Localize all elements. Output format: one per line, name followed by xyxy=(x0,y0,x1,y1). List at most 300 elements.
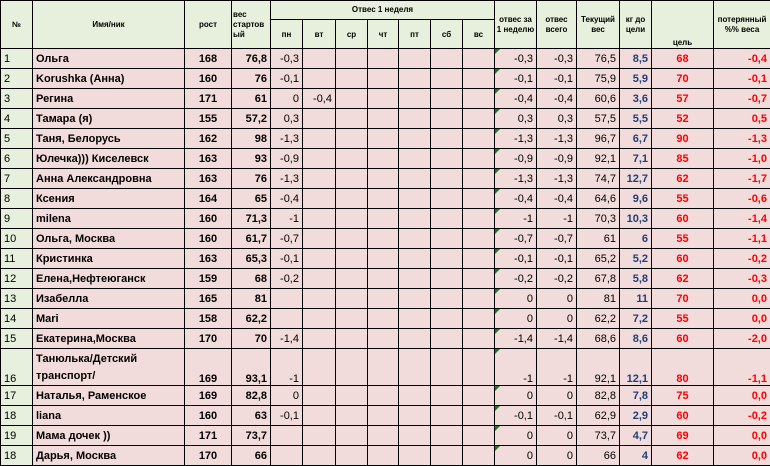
col-header-day[interactable]: сб xyxy=(431,20,463,49)
day-loss-cell[interactable] xyxy=(463,89,495,109)
day-loss-cell[interactable] xyxy=(368,386,399,406)
day-loss-cell[interactable]: 0 xyxy=(271,386,303,406)
row-number[interactable]: 3 xyxy=(1,89,33,109)
total-loss-cell[interactable]: -0,1 xyxy=(537,69,577,89)
kg-to-goal-cell[interactable]: 7,8 xyxy=(620,386,652,406)
day-loss-cell[interactable] xyxy=(463,149,495,169)
day-loss-cell[interactable] xyxy=(399,189,431,209)
day-loss-cell[interactable] xyxy=(336,169,368,189)
day-loss-cell[interactable] xyxy=(336,129,368,149)
day-loss-cell[interactable] xyxy=(399,69,431,89)
height-cell[interactable]: 170 xyxy=(185,329,232,349)
col-header-week-loss[interactable]: отвес за 1 неделю xyxy=(495,1,537,49)
day-loss-cell[interactable] xyxy=(463,349,495,386)
goal-cell[interactable]: 55 xyxy=(652,189,714,209)
lost-percent-cell[interactable]: 0,0 xyxy=(714,386,770,406)
day-loss-cell[interactable] xyxy=(431,349,463,386)
row-number[interactable]: 5 xyxy=(1,129,33,149)
start-weight-cell[interactable]: 76 xyxy=(232,169,271,189)
kg-to-goal-cell[interactable]: 7,1 xyxy=(620,149,652,169)
day-loss-cell[interactable] xyxy=(303,169,336,189)
lost-percent-cell[interactable]: -1,0 xyxy=(714,149,770,169)
day-loss-cell[interactable] xyxy=(399,289,431,309)
row-number[interactable]: 11 xyxy=(1,249,33,269)
row-number[interactable]: 14 xyxy=(1,309,33,329)
participant-name[interactable]: Ксения xyxy=(33,189,185,209)
goal-cell[interactable]: 75 xyxy=(652,386,714,406)
lost-percent-cell[interactable]: -1,4 xyxy=(714,209,770,229)
row-number[interactable]: 17 xyxy=(1,386,33,406)
row-number[interactable]: 16 xyxy=(1,349,33,386)
day-loss-cell[interactable] xyxy=(463,129,495,149)
day-loss-cell[interactable] xyxy=(303,149,336,169)
lost-percent-cell[interactable]: -1,7 xyxy=(714,169,770,189)
day-loss-cell[interactable]: -1,4 xyxy=(271,329,303,349)
row-number[interactable]: 7 xyxy=(1,169,33,189)
start-weight-cell[interactable]: 81 xyxy=(232,289,271,309)
day-loss-cell[interactable] xyxy=(336,49,368,69)
col-header-day[interactable]: ср xyxy=(336,20,368,49)
start-weight-cell[interactable]: 73,7 xyxy=(232,426,271,446)
day-loss-cell[interactable] xyxy=(336,386,368,406)
day-loss-cell[interactable] xyxy=(336,189,368,209)
day-loss-cell[interactable] xyxy=(431,149,463,169)
day-loss-cell[interactable] xyxy=(463,406,495,426)
start-weight-cell[interactable]: 76 xyxy=(232,69,271,89)
row-number[interactable]: 6 xyxy=(1,149,33,169)
day-loss-cell[interactable] xyxy=(463,329,495,349)
participant-name[interactable]: Mari xyxy=(33,309,185,329)
day-loss-cell[interactable]: -0,4 xyxy=(303,89,336,109)
col-header-num[interactable]: № xyxy=(1,1,33,49)
current-weight-cell[interactable]: 62,9 xyxy=(577,406,620,426)
current-weight-cell[interactable]: 67,8 xyxy=(577,269,620,289)
current-weight-cell[interactable]: 76,5 xyxy=(577,49,620,69)
week-loss-cell[interactable]: -1 xyxy=(495,209,537,229)
lost-percent-cell[interactable]: -0,2 xyxy=(714,249,770,269)
lost-percent-cell[interactable]: -0,3 xyxy=(714,269,770,289)
day-loss-cell[interactable]: -0,1 xyxy=(271,69,303,89)
current-weight-cell[interactable]: 75,9 xyxy=(577,69,620,89)
start-weight-cell[interactable]: 71,3 xyxy=(232,209,271,229)
kg-to-goal-cell[interactable]: 5,5 xyxy=(620,109,652,129)
day-loss-cell[interactable] xyxy=(368,329,399,349)
height-cell[interactable]: 169 xyxy=(185,386,232,406)
day-loss-cell[interactable] xyxy=(431,289,463,309)
day-loss-cell[interactable] xyxy=(368,249,399,269)
row-number[interactable]: 10 xyxy=(1,229,33,249)
day-loss-cell[interactable] xyxy=(431,386,463,406)
day-loss-cell[interactable]: -0,2 xyxy=(271,269,303,289)
height-cell[interactable]: 165 xyxy=(185,289,232,309)
week-loss-cell[interactable]: -1,3 xyxy=(495,169,537,189)
day-loss-cell[interactable] xyxy=(399,149,431,169)
day-loss-cell[interactable] xyxy=(368,189,399,209)
day-loss-cell[interactable] xyxy=(431,269,463,289)
total-loss-cell[interactable]: -0,1 xyxy=(537,406,577,426)
day-loss-cell[interactable] xyxy=(336,89,368,109)
week-loss-cell[interactable]: 0,3 xyxy=(495,109,537,129)
goal-cell[interactable]: 60 xyxy=(652,249,714,269)
day-loss-cell[interactable] xyxy=(399,426,431,446)
goal-cell[interactable]: 55 xyxy=(652,229,714,249)
day-loss-cell[interactable] xyxy=(463,249,495,269)
day-loss-cell[interactable]: -0,4 xyxy=(271,189,303,209)
day-loss-cell[interactable] xyxy=(368,169,399,189)
col-header-week-group[interactable]: Отвес 1 неделя xyxy=(271,1,495,20)
current-weight-cell[interactable]: 96,7 xyxy=(577,129,620,149)
row-number[interactable]: 8 xyxy=(1,189,33,209)
start-weight-cell[interactable]: 93 xyxy=(232,149,271,169)
start-weight-cell[interactable]: 62,2 xyxy=(232,309,271,329)
total-loss-cell[interactable]: -0,4 xyxy=(537,189,577,209)
day-loss-cell[interactable] xyxy=(303,129,336,149)
goal-cell[interactable]: 70 xyxy=(652,69,714,89)
height-cell[interactable]: 155 xyxy=(185,109,232,129)
day-loss-cell[interactable] xyxy=(271,426,303,446)
height-cell[interactable]: 158 xyxy=(185,309,232,329)
day-loss-cell[interactable]: 0 xyxy=(271,89,303,109)
current-weight-cell[interactable]: 92,1 xyxy=(577,149,620,169)
row-number[interactable]: 13 xyxy=(1,289,33,309)
goal-cell[interactable]: 60 xyxy=(652,406,714,426)
participant-name[interactable]: milena xyxy=(33,209,185,229)
week-loss-cell[interactable]: -0,3 xyxy=(495,49,537,69)
day-loss-cell[interactable] xyxy=(463,109,495,129)
kg-to-goal-cell[interactable]: 5,2 xyxy=(620,249,652,269)
day-loss-cell[interactable] xyxy=(431,446,463,466)
day-loss-cell[interactable] xyxy=(303,49,336,69)
goal-cell[interactable]: 90 xyxy=(652,129,714,149)
kg-to-goal-cell[interactable]: 11 xyxy=(620,289,652,309)
day-loss-cell[interactable] xyxy=(463,309,495,329)
day-loss-cell[interactable] xyxy=(399,269,431,289)
total-loss-cell[interactable]: 0 xyxy=(537,289,577,309)
col-header-height[interactable]: рост xyxy=(185,1,232,49)
kg-to-goal-cell[interactable]: 4 xyxy=(620,446,652,466)
week-loss-cell[interactable]: -0,4 xyxy=(495,189,537,209)
row-number[interactable]: 18 xyxy=(1,446,33,466)
height-cell[interactable]: 160 xyxy=(185,209,232,229)
day-loss-cell[interactable]: 0,3 xyxy=(271,109,303,129)
kg-to-goal-cell[interactable]: 8,6 xyxy=(620,329,652,349)
participant-name[interactable]: Дарья, Москва xyxy=(33,446,185,466)
kg-to-goal-cell[interactable]: 12,7 xyxy=(620,169,652,189)
day-loss-cell[interactable] xyxy=(303,329,336,349)
day-loss-cell[interactable] xyxy=(431,329,463,349)
day-loss-cell[interactable] xyxy=(431,309,463,329)
day-loss-cell[interactable]: -1 xyxy=(271,209,303,229)
day-loss-cell[interactable] xyxy=(336,269,368,289)
start-weight-cell[interactable]: 66 xyxy=(232,446,271,466)
day-loss-cell[interactable] xyxy=(303,269,336,289)
lost-percent-cell[interactable]: 0,0 xyxy=(714,446,770,466)
col-header-day[interactable]: пн xyxy=(271,20,303,49)
current-weight-cell[interactable]: 92,1 xyxy=(577,349,620,386)
goal-cell[interactable]: 69 xyxy=(652,426,714,446)
day-loss-cell[interactable] xyxy=(399,309,431,329)
height-cell[interactable]: 168 xyxy=(185,49,232,69)
total-loss-cell[interactable]: -0,1 xyxy=(537,249,577,269)
goal-cell[interactable]: 60 xyxy=(652,329,714,349)
week-loss-cell[interactable]: -0,7 xyxy=(495,229,537,249)
day-loss-cell[interactable] xyxy=(303,229,336,249)
start-weight-cell[interactable]: 82,8 xyxy=(232,386,271,406)
day-loss-cell[interactable] xyxy=(368,309,399,329)
height-cell[interactable]: 159 xyxy=(185,269,232,289)
current-weight-cell[interactable]: 65,2 xyxy=(577,249,620,269)
goal-cell[interactable]: 55 xyxy=(652,309,714,329)
day-loss-cell[interactable]: -0,1 xyxy=(271,249,303,269)
col-header-day[interactable]: чт xyxy=(368,20,399,49)
day-loss-cell[interactable] xyxy=(399,49,431,69)
start-weight-cell[interactable]: 57,2 xyxy=(232,109,271,129)
participant-name[interactable]: Юлечка))) Киселевск xyxy=(33,149,185,169)
day-loss-cell[interactable] xyxy=(463,49,495,69)
day-loss-cell[interactable] xyxy=(399,349,431,386)
day-loss-cell[interactable] xyxy=(463,426,495,446)
height-cell[interactable]: 171 xyxy=(185,89,232,109)
col-header-day[interactable]: вт xyxy=(303,20,336,49)
goal-cell[interactable]: 62 xyxy=(652,269,714,289)
day-loss-cell[interactable] xyxy=(368,49,399,69)
day-loss-cell[interactable] xyxy=(431,49,463,69)
day-loss-cell[interactable] xyxy=(368,289,399,309)
col-header-goal[interactable]: цель xyxy=(652,1,714,49)
current-weight-cell[interactable]: 57,5 xyxy=(577,109,620,129)
col-header-day[interactable]: пт xyxy=(399,20,431,49)
current-weight-cell[interactable]: 62,2 xyxy=(577,309,620,329)
day-loss-cell[interactable]: -0,3 xyxy=(271,49,303,69)
day-loss-cell[interactable] xyxy=(399,169,431,189)
row-number[interactable]: 1 xyxy=(1,49,33,69)
row-number[interactable]: 4 xyxy=(1,109,33,129)
day-loss-cell[interactable] xyxy=(336,149,368,169)
day-loss-cell[interactable] xyxy=(463,446,495,466)
participant-name[interactable]: Наталья, Раменское xyxy=(33,386,185,406)
goal-cell[interactable]: 52 xyxy=(652,109,714,129)
kg-to-goal-cell[interactable]: 7,2 xyxy=(620,309,652,329)
week-loss-cell[interactable]: -0,4 xyxy=(495,89,537,109)
day-loss-cell[interactable] xyxy=(336,406,368,426)
participant-name[interactable]: Мама дочек )) xyxy=(33,426,185,446)
kg-to-goal-cell[interactable]: 8,5 xyxy=(620,49,652,69)
col-header-to-goal[interactable]: кг до цели xyxy=(620,1,652,49)
total-loss-cell[interactable]: 0,3 xyxy=(537,109,577,129)
total-loss-cell[interactable]: -0,7 xyxy=(537,229,577,249)
day-loss-cell[interactable] xyxy=(399,386,431,406)
height-cell[interactable]: 160 xyxy=(185,406,232,426)
lost-percent-cell[interactable]: -1,1 xyxy=(714,349,770,386)
current-weight-cell[interactable]: 82,8 xyxy=(577,386,620,406)
total-loss-cell[interactable]: -0,3 xyxy=(537,49,577,69)
lost-percent-cell[interactable]: -0,2 xyxy=(714,406,770,426)
current-weight-cell[interactable]: 61 xyxy=(577,229,620,249)
current-weight-cell[interactable]: 66 xyxy=(577,446,620,466)
col-header-total-loss[interactable]: отвес всего xyxy=(537,1,577,49)
day-loss-cell[interactable] xyxy=(431,189,463,209)
day-loss-cell[interactable] xyxy=(368,129,399,149)
height-cell[interactable]: 160 xyxy=(185,69,232,89)
week-loss-cell[interactable]: -0,1 xyxy=(495,406,537,426)
lost-percent-cell[interactable]: -0,6 xyxy=(714,189,770,209)
day-loss-cell[interactable] xyxy=(303,426,336,446)
total-loss-cell[interactable]: -0,9 xyxy=(537,149,577,169)
total-loss-cell[interactable]: -1,4 xyxy=(537,329,577,349)
day-loss-cell[interactable] xyxy=(399,109,431,129)
goal-cell[interactable]: 68 xyxy=(652,49,714,69)
col-header-lost-pct[interactable]: потерянный %% веса xyxy=(714,1,770,49)
day-loss-cell[interactable] xyxy=(303,289,336,309)
kg-to-goal-cell[interactable]: 6 xyxy=(620,229,652,249)
total-loss-cell[interactable]: -1,3 xyxy=(537,169,577,189)
start-weight-cell[interactable]: 63 xyxy=(232,406,271,426)
week-loss-cell[interactable]: -0,1 xyxy=(495,249,537,269)
day-loss-cell[interactable] xyxy=(431,426,463,446)
day-loss-cell[interactable] xyxy=(399,249,431,269)
day-loss-cell[interactable] xyxy=(303,209,336,229)
height-cell[interactable]: 169 xyxy=(185,349,232,386)
current-weight-cell[interactable]: 74,7 xyxy=(577,169,620,189)
day-loss-cell[interactable] xyxy=(431,249,463,269)
day-loss-cell[interactable] xyxy=(431,209,463,229)
lost-percent-cell[interactable]: -2,0 xyxy=(714,329,770,349)
participant-name[interactable]: Екатерина,Москва xyxy=(33,329,185,349)
start-weight-cell[interactable]: 65 xyxy=(232,189,271,209)
day-loss-cell[interactable] xyxy=(431,406,463,426)
row-number[interactable]: 9 xyxy=(1,209,33,229)
day-loss-cell[interactable] xyxy=(368,89,399,109)
day-loss-cell[interactable] xyxy=(399,89,431,109)
start-weight-cell[interactable]: 61,7 xyxy=(232,229,271,249)
day-loss-cell[interactable] xyxy=(399,329,431,349)
day-loss-cell[interactable] xyxy=(368,109,399,129)
height-cell[interactable]: 163 xyxy=(185,249,232,269)
week-loss-cell[interactable]: -0,1 xyxy=(495,69,537,89)
lost-percent-cell[interactable]: -1,1 xyxy=(714,229,770,249)
day-loss-cell[interactable]: -1,3 xyxy=(271,169,303,189)
total-loss-cell[interactable]: -1 xyxy=(537,349,577,386)
total-loss-cell[interactable]: -0,2 xyxy=(537,269,577,289)
day-loss-cell[interactable] xyxy=(368,349,399,386)
height-cell[interactable]: 163 xyxy=(185,149,232,169)
height-cell[interactable]: 170 xyxy=(185,446,232,466)
participant-name[interactable]: Кристинка xyxy=(33,249,185,269)
current-weight-cell[interactable]: 73,7 xyxy=(577,426,620,446)
day-loss-cell[interactable] xyxy=(368,446,399,466)
kg-to-goal-cell[interactable]: 2,9 xyxy=(620,406,652,426)
day-loss-cell[interactable]: -0,1 xyxy=(271,406,303,426)
total-loss-cell[interactable]: 0 xyxy=(537,386,577,406)
lost-percent-cell[interactable]: -0,4 xyxy=(714,49,770,69)
current-weight-cell[interactable]: 68,6 xyxy=(577,329,620,349)
participant-name[interactable]: Korushka (Анна) xyxy=(33,69,185,89)
lost-percent-cell[interactable]: 0,0 xyxy=(714,289,770,309)
day-loss-cell[interactable] xyxy=(271,309,303,329)
total-loss-cell[interactable]: -1,3 xyxy=(537,129,577,149)
day-loss-cell[interactable] xyxy=(463,169,495,189)
day-loss-cell[interactable] xyxy=(303,446,336,466)
row-number[interactable]: 12 xyxy=(1,269,33,289)
day-loss-cell[interactable] xyxy=(431,129,463,149)
week-loss-cell[interactable]: 0 xyxy=(495,309,537,329)
kg-to-goal-cell[interactable]: 5,8 xyxy=(620,269,652,289)
week-loss-cell[interactable]: 0 xyxy=(495,426,537,446)
kg-to-goal-cell[interactable]: 3,6 xyxy=(620,89,652,109)
day-loss-cell[interactable] xyxy=(399,129,431,149)
height-cell[interactable]: 163 xyxy=(185,169,232,189)
kg-to-goal-cell[interactable]: 12,1 xyxy=(620,349,652,386)
height-cell[interactable]: 160 xyxy=(185,229,232,249)
day-loss-cell[interactable] xyxy=(431,229,463,249)
day-loss-cell[interactable] xyxy=(336,329,368,349)
start-weight-cell[interactable]: 61 xyxy=(232,89,271,109)
week-loss-cell[interactable]: -1 xyxy=(495,349,537,386)
start-weight-cell[interactable]: 93,1 xyxy=(232,349,271,386)
kg-to-goal-cell[interactable]: 10,3 xyxy=(620,209,652,229)
day-loss-cell[interactable] xyxy=(336,229,368,249)
day-loss-cell[interactable]: -0,9 xyxy=(271,149,303,169)
day-loss-cell[interactable] xyxy=(399,209,431,229)
day-loss-cell[interactable]: -0,7 xyxy=(271,229,303,249)
col-header-start-weight[interactable]: вес стартов ый xyxy=(232,1,271,49)
day-loss-cell[interactable] xyxy=(336,69,368,89)
day-loss-cell[interactable] xyxy=(271,289,303,309)
day-loss-cell[interactable] xyxy=(303,349,336,386)
start-weight-cell[interactable]: 68 xyxy=(232,269,271,289)
day-loss-cell[interactable] xyxy=(336,426,368,446)
day-loss-cell[interactable] xyxy=(303,249,336,269)
day-loss-cell[interactable] xyxy=(463,69,495,89)
row-number[interactable]: 2 xyxy=(1,69,33,89)
participant-name[interactable]: Изабелла xyxy=(33,289,185,309)
day-loss-cell[interactable] xyxy=(431,109,463,129)
current-weight-cell[interactable]: 60,6 xyxy=(577,89,620,109)
day-loss-cell[interactable] xyxy=(368,209,399,229)
day-loss-cell[interactable] xyxy=(463,386,495,406)
day-loss-cell[interactable]: -1 xyxy=(271,349,303,386)
col-header-current-weight[interactable]: Текущий вес xyxy=(577,1,620,49)
current-weight-cell[interactable]: 70,3 xyxy=(577,209,620,229)
start-weight-cell[interactable]: 65,3 xyxy=(232,249,271,269)
lost-percent-cell[interactable]: -0,1 xyxy=(714,69,770,89)
goal-cell[interactable]: 60 xyxy=(652,209,714,229)
total-loss-cell[interactable]: 0 xyxy=(537,309,577,329)
row-number[interactable]: 15 xyxy=(1,329,33,349)
day-loss-cell[interactable] xyxy=(303,109,336,129)
start-weight-cell[interactable]: 98 xyxy=(232,129,271,149)
day-loss-cell[interactable] xyxy=(463,269,495,289)
day-loss-cell[interactable] xyxy=(336,349,368,386)
participant-name[interactable]: Елена,Нефтеюганск xyxy=(33,269,185,289)
day-loss-cell[interactable] xyxy=(368,229,399,249)
lost-percent-cell[interactable]: -1,3 xyxy=(714,129,770,149)
lost-percent-cell[interactable]: 0,5 xyxy=(714,109,770,129)
day-loss-cell[interactable] xyxy=(271,446,303,466)
start-weight-cell[interactable]: 76,8 xyxy=(232,49,271,69)
lost-percent-cell[interactable]: -0,7 xyxy=(714,89,770,109)
participant-name[interactable]: liana xyxy=(33,406,185,426)
start-weight-cell[interactable]: 70 xyxy=(232,329,271,349)
participant-name[interactable]: Регина xyxy=(33,89,185,109)
current-weight-cell[interactable]: 81 xyxy=(577,289,620,309)
day-loss-cell[interactable] xyxy=(368,406,399,426)
day-loss-cell[interactable] xyxy=(336,446,368,466)
total-loss-cell[interactable]: -0,4 xyxy=(537,89,577,109)
day-loss-cell[interactable] xyxy=(336,289,368,309)
day-loss-cell[interactable] xyxy=(336,209,368,229)
participant-name[interactable]: Анна Александровна xyxy=(33,169,185,189)
